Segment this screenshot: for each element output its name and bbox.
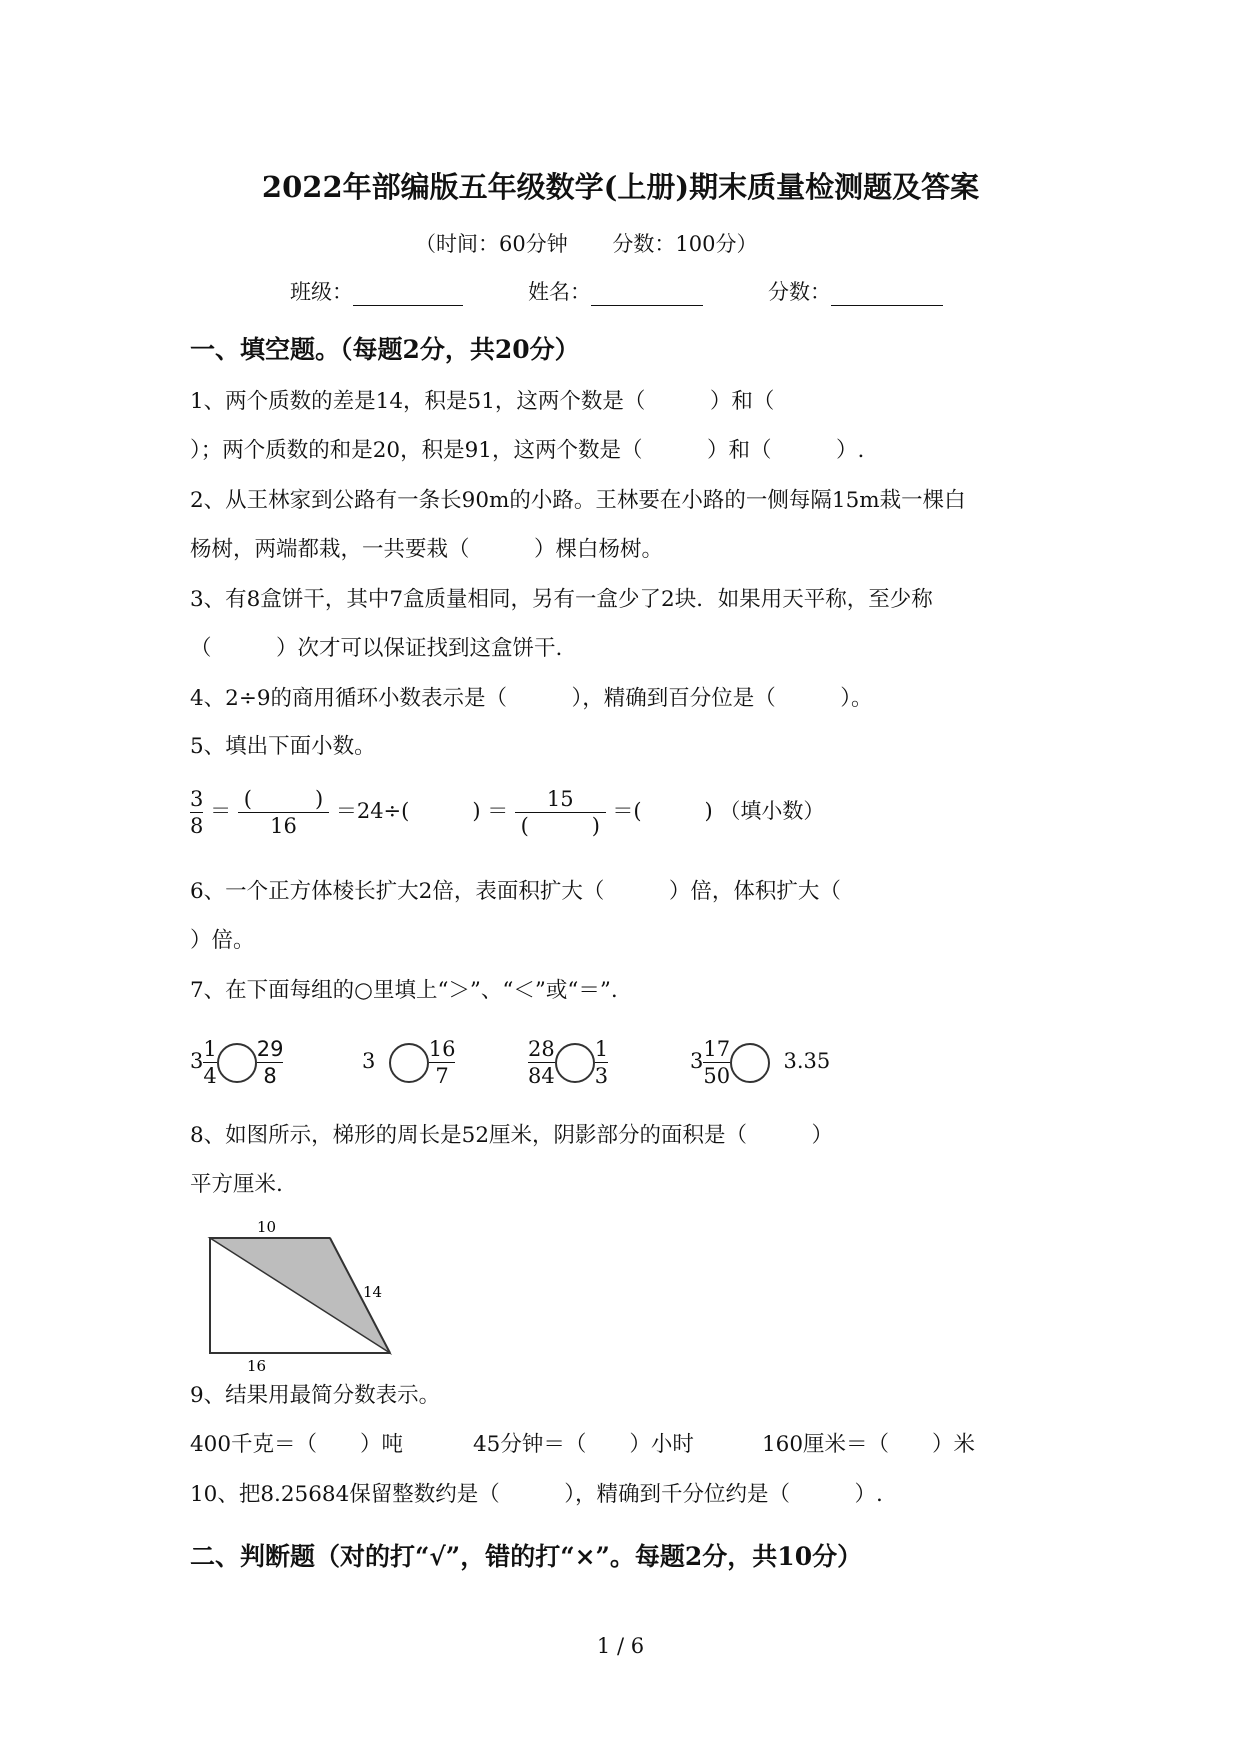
- question-9-c: 160厘米＝（ ）米: [762, 1432, 976, 1457]
- division-expression: 24÷( ): [356, 799, 481, 823]
- fraction-blank-16: $\frac{( )}{16}$: [238, 786, 329, 839]
- name-label: 姓名：: [528, 280, 591, 304]
- compare-circle[interactable]: [389, 1043, 429, 1083]
- label-bottom: 16: [247, 1357, 267, 1375]
- question-4: 4、2÷9的商用循环小数表示是（ ），精确到百分位是（ ）。: [190, 686, 873, 711]
- compare-circle[interactable]: [555, 1043, 595, 1083]
- question-1-line-1: 1、两个质数的差是14，积是51，这两个数是（ ）和（: [190, 389, 775, 414]
- class-field[interactable]: [290, 276, 463, 306]
- fraction-15-blank: $\frac{15}{( )}$: [515, 786, 606, 839]
- comparison-c: $\frac{28}{84}$ $\frac{1}{3}$: [528, 1037, 609, 1088]
- question-5-equation: [190, 786, 824, 839]
- question-1-line-2: ）；两个质数的和是20，积是91，这两个数是（ ）和（ ）.: [190, 438, 865, 463]
- page-number: 1 / 6: [596, 1634, 645, 1658]
- equals-sign: ＝: [210, 799, 232, 823]
- comparison-d: 3 $\frac{17}{50}$ 3.35: [690, 1037, 831, 1088]
- question-3-line-1: 3、有8盒饼干，其中7盒质量相同，另有一盒少了2块．如果用天平称，至少称: [190, 587, 933, 612]
- question-5: 5、填出下面小数。: [190, 734, 376, 759]
- question-6-line-2: ）倍。: [190, 928, 255, 953]
- question-8-line-1: 8、如图所示，梯形的周长是52厘米，阴影部分的面积是（ ）: [190, 1123, 834, 1148]
- comparison-b: 3 $\frac{16}{7}$: [362, 1037, 456, 1088]
- compare-circle[interactable]: [730, 1043, 770, 1083]
- question-6-line-1: 6、一个正方体棱长扩大2倍，表面积扩大（ ）倍，体积扩大（: [190, 879, 841, 904]
- label-side: 14: [363, 1283, 383, 1301]
- question-10: 10、把8.25684保留整数约是（ ），精确到千分位约是（ ）.: [190, 1482, 883, 1507]
- fraction-3-8: $\frac{3}{8}$: [190, 787, 204, 838]
- question-2-line-2: 杨树，两端都栽，一共要栽（ ）棵白杨树。: [190, 537, 664, 562]
- label-top: 10: [257, 1218, 277, 1236]
- question-9-b: 45分钟＝（ ）小时: [473, 1432, 694, 1457]
- trapezoid-figure: [185, 1205, 415, 1375]
- question-9-a: 400千克＝（ ）吨: [190, 1432, 404, 1457]
- question-3-line-2: （ ）次才可以保证找到这盒饼干.: [190, 636, 563, 661]
- name-field[interactable]: [528, 276, 703, 306]
- equals-sign: ＝: [612, 799, 634, 823]
- name-blank[interactable]: [591, 281, 703, 306]
- compare-circle[interactable]: [217, 1043, 257, 1083]
- class-label: 班级：: [290, 280, 353, 304]
- page-title: 2022年部编版五年级数学(上册)期末质量检测题及答案: [261, 170, 980, 204]
- score-label: 分数：: [768, 280, 831, 304]
- exam-meta: [415, 228, 796, 258]
- question-2-line-1: 2、从王林家到公路有一条长90m的小路。王林要在小路的一侧每隔15m栽一棵白: [190, 488, 966, 513]
- section-1-heading: 一、填空题。（每题2分，共20分）: [190, 335, 580, 364]
- fill-decimal-note: （填小数）: [719, 799, 825, 823]
- equals-sign: ＝: [487, 799, 509, 823]
- score-field[interactable]: [768, 276, 943, 306]
- section-2-heading: 二、判断题（对的打“√”，错的打“×”。每题2分，共10分）: [190, 1542, 863, 1571]
- score-blank[interactable]: [831, 281, 943, 306]
- class-blank[interactable]: [353, 281, 463, 306]
- comparison-a: 3 $\frac{1}{4}$ $\frac{29}{8}$: [190, 1037, 284, 1088]
- equals-sign: ＝: [335, 799, 357, 823]
- decimal-blank: ( ): [633, 799, 713, 823]
- exam-total-score: 分数：100分）: [612, 232, 758, 256]
- exam-time: （时间：60分钟: [415, 232, 568, 256]
- question-7: 7、在下面每组的○里填上“＞”、“＜”或“＝”.: [190, 978, 618, 1003]
- question-9: 9、结果用最简分数表示。: [190, 1383, 441, 1408]
- question-8-line-2: 平方厘米.: [190, 1172, 283, 1197]
